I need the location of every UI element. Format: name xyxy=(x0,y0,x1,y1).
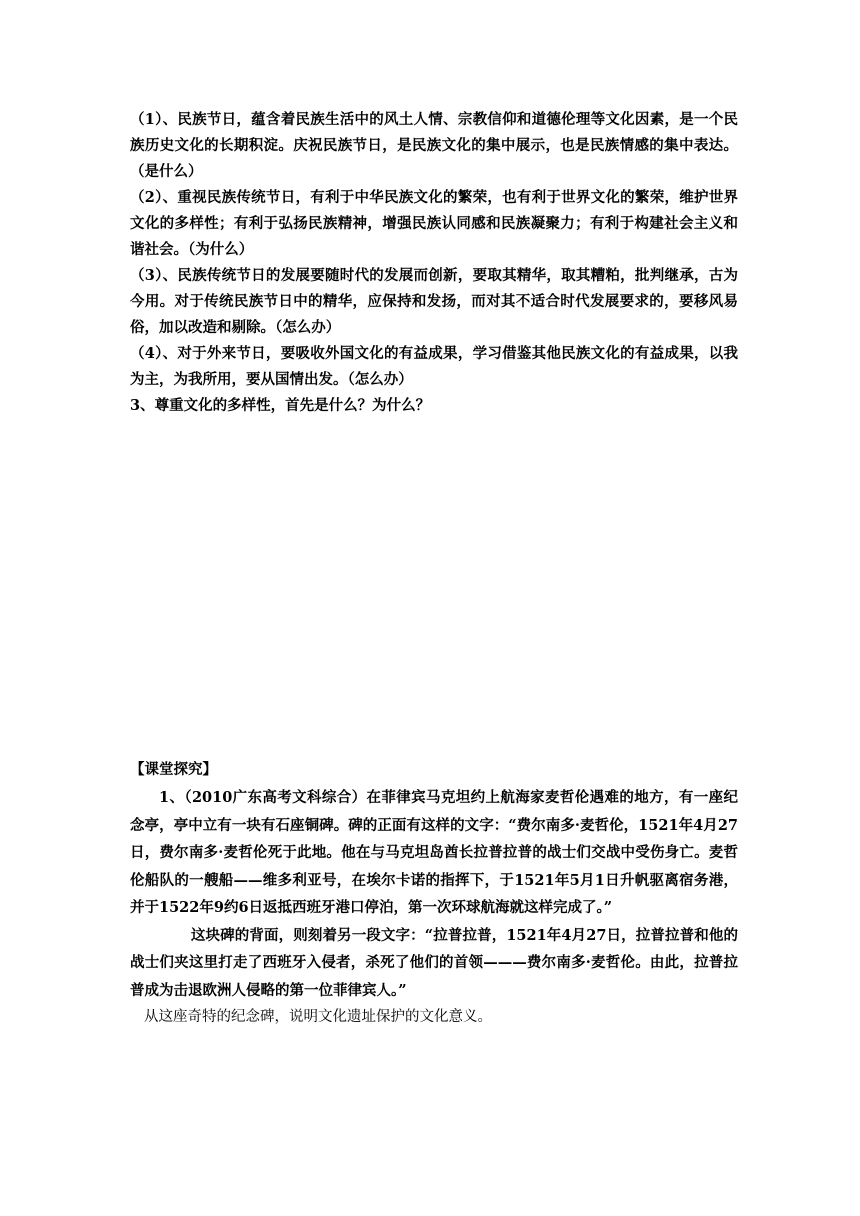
question-3: 3、尊重文化的多样性，首先是什么？为什么？ xyxy=(130,397,431,414)
answer-item-1: （1）、民族节日，蕴含着民族生活中的风土人情、宗教信仰和道德伦理等文化因素，是一个民族历史文化的长期积淀。庆祝民族节日，是民族文化的集中展示，也是民族情感的集中表达。（是什么） xyxy=(130,111,738,180)
answer-section xyxy=(130,107,738,419)
answer-item-4: （4）、对于外来节日，要吸收外国文化的有益成果，学习借鉴其他民族文化的有益成果，以我为主，为我所用，要从国情出发。（怎么办） xyxy=(130,345,738,388)
section-heading-inquiry: 【课堂探究】 xyxy=(130,761,217,778)
inquiry-paragraph-2: 这块碑的背面，则刻着另一段文字：“拉普拉普，1521年4月27日，拉普拉普和他的战士们夹这里打走了西班牙入侵者，杀死了他们的首领———费尔南多·麦哲伦。由此，拉普拉普成为击退欧洲人侵略的第一位菲律宾人。” xyxy=(130,926,738,999)
answer-item-2: （2）、重视民族传统节日，有利于中华民族文化的繁荣，也有利于世界文化的繁荣，维护世界文化的多样性；有利于弘扬民族精神，增强民族认同感和民族凝聚力；有利于构建社会主义和谐社会。（为什么） xyxy=(130,189,738,258)
inquiry-section xyxy=(130,784,738,1032)
answer-item-3: （3）、民族传统节日的发展要随时代的发展而创新，要取其精华，取其糟粕，批判继承，古为今用。对于传统民族节日中的精华，应保持和发扬，而对其不适合时代发展要求的，要移风易俗，加以改造和剔除。（怎么办） xyxy=(130,267,738,336)
inquiry-question: 从这座奇特的纪念碑，说明文化遗址保护的文化意义。 xyxy=(144,1009,492,1025)
inquiry-paragraph-1: 1、（2010广东高考文科综合）在菲律宾马克坦约上航海家麦哲伦遇难的地方，有一座纪念亭，亭中立有一块有石座铜碑。碑的正面有这样的文字：“费尔南多·麦哲伦，1521年4月27日，费尔南多·麦哲伦死于此地。他在与马克坦岛酋长拉普拉普的战士们交战中受伤身亡。麦哲伦船队的一艘船——维多利亚号，在埃尔卡诺的指挥下，于1521年5月1日升帆驱离宿务港，并于1522年9约6日返抵西班牙港口停泊，第一次环球航海就这样完成了。” xyxy=(130,789,738,916)
